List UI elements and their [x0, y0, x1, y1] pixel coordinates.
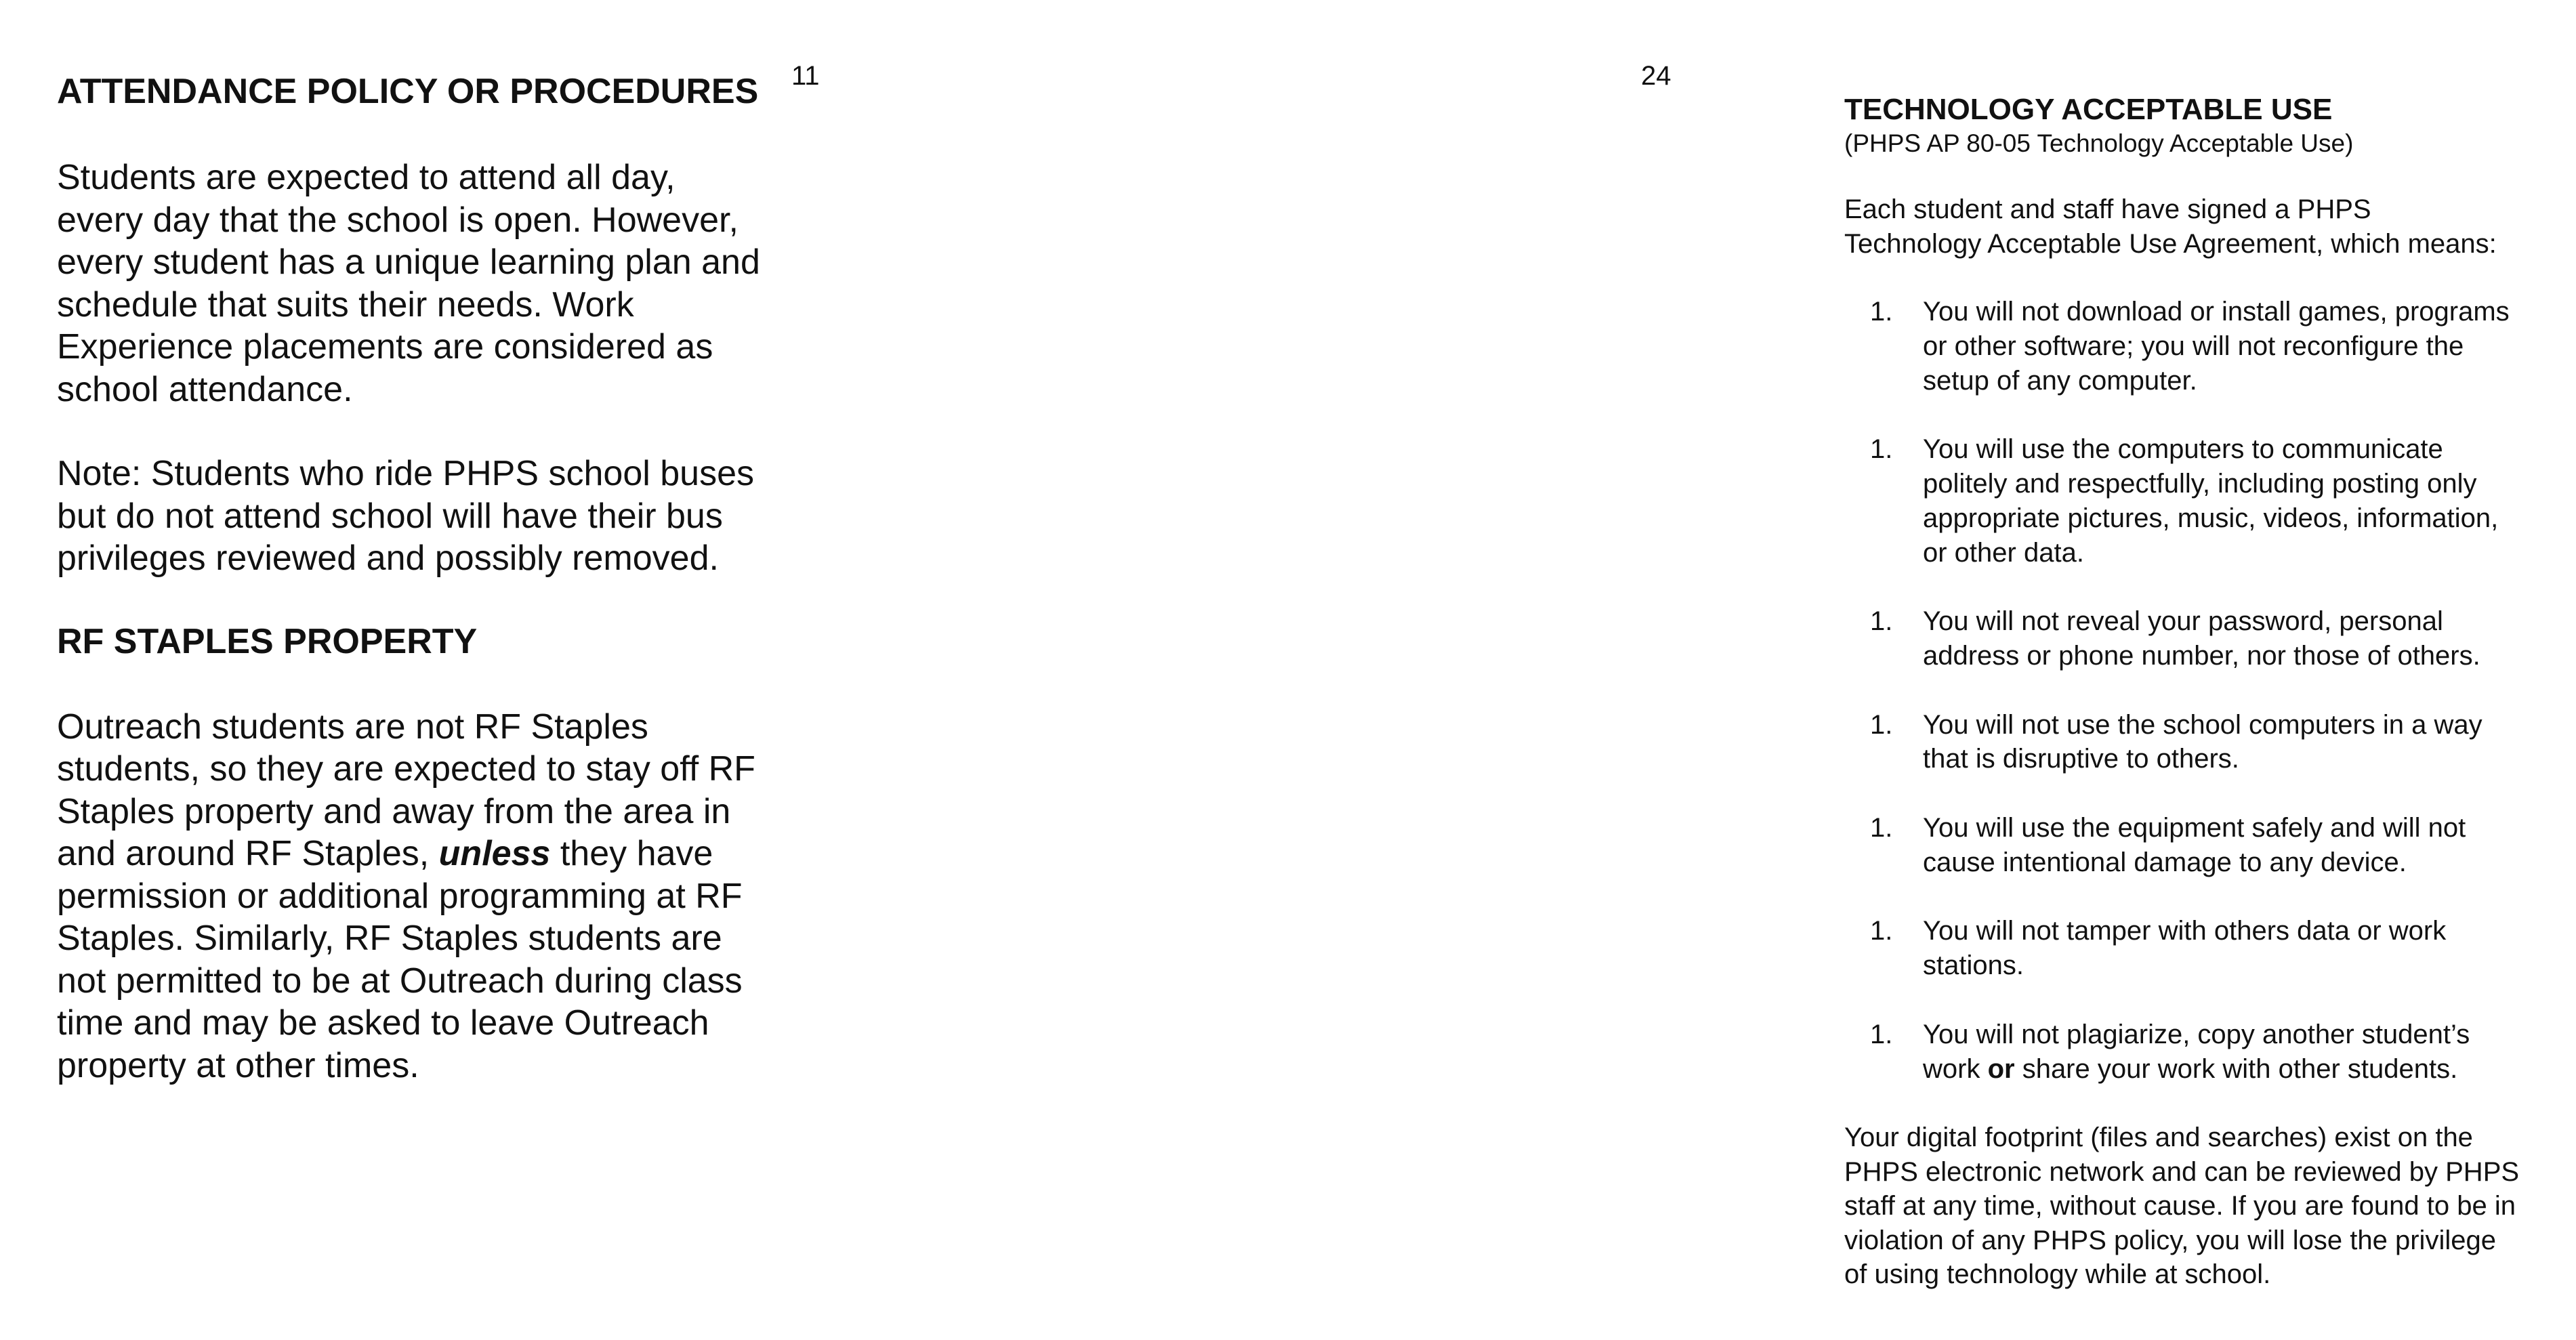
right-page-content: [1844, 92, 2576, 1292]
list-item: 1. You will not download or install games, programs or other software; you will not reconfigure the setup of any computer.: [1844, 295, 2576, 398]
agreement-intro: Each student and staff have signed a PHPS Technology Acceptable Use Agreement, which means:: [1844, 194, 2497, 259]
technology-heading: TECHNOLOGY ACCEPTABLE USE: [1844, 93, 2333, 126]
page-number: 11: [791, 61, 820, 91]
list-item: 1. You will not use the school computers in a way that is disruptive to others.: [1844, 708, 2576, 777]
left-page-content: [57, 70, 775, 1087]
bus-note-paragraph: Note: Students who ride PHPS school buses but do not attend school will have their bus privileges reviewed and possibly removed.: [57, 454, 755, 578]
list-marker: 1.: [1870, 297, 1893, 327]
list-marker: 1.: [1870, 1019, 1893, 1049]
policy-reference: (PHPS AP 80-05 Technology Acceptable Use): [1844, 129, 2354, 157]
list-item: 1. You will not tamper with others data or work stations.: [1844, 914, 2576, 983]
digital-footprint-paragraph: Your digital footprint (files and searches) exist on the PHPS electronic network and can be reviewed by PHPS staff at any time, without cause. If you are found to be in violation of any PHPS policy, you will lose the privilege of using technology while at school.: [1844, 1123, 2520, 1290]
list-item: 1. You will use the equipment safely and will not cause intentional damage to any device.: [1844, 811, 2576, 880]
left-page: [0, 0, 867, 1340]
attendance-paragraph: Students are expected to attend all day, every day that the school is open. However, every student has a unique learning plan and schedule that suits their needs. Work Experience placements are considered as school attendance.: [57, 158, 760, 409]
list-item: 1. You will not plagiarize, copy another student’s work or share your work with other students.: [1844, 1018, 2576, 1087]
list-marker: 1.: [1870, 709, 1893, 740]
list-marker: 1.: [1870, 434, 1893, 465]
property-paragraph: Outreach students are not RF Staples students, so they are expected to stay off RF Staples property and away from the area in and around RF Staples, unless they have permission or additional programming at RF Staples. Similarly, RF Staples students are not permitted to be at Outreach during class time and may be asked to leave Outreach property at other times.: [57, 707, 755, 1085]
acceptable-use-rules: [1844, 295, 2576, 1086]
right-page: [867, 0, 2520, 1340]
or-emphasis: or: [1987, 1053, 2015, 1084]
list-marker: 1.: [1870, 916, 1893, 946]
list-item: 1. You will use the computers to communicate politely and respectfully, including posting only appropriate pictures, music, videos, information, or other data.: [1844, 432, 2576, 570]
list-item: 1. You will not reveal your password, personal address or phone number, nor those of others.: [1844, 604, 2576, 673]
list-marker: 1.: [1870, 812, 1893, 843]
page-number: 24: [1641, 61, 1671, 91]
list-marker: 1.: [1870, 606, 1893, 637]
attendance-heading: ATTENDANCE POLICY OR PROCEDURES: [57, 72, 759, 111]
property-heading: RF STAPLES PROPERTY: [57, 621, 478, 661]
unless-emphasis: unless: [438, 834, 551, 873]
